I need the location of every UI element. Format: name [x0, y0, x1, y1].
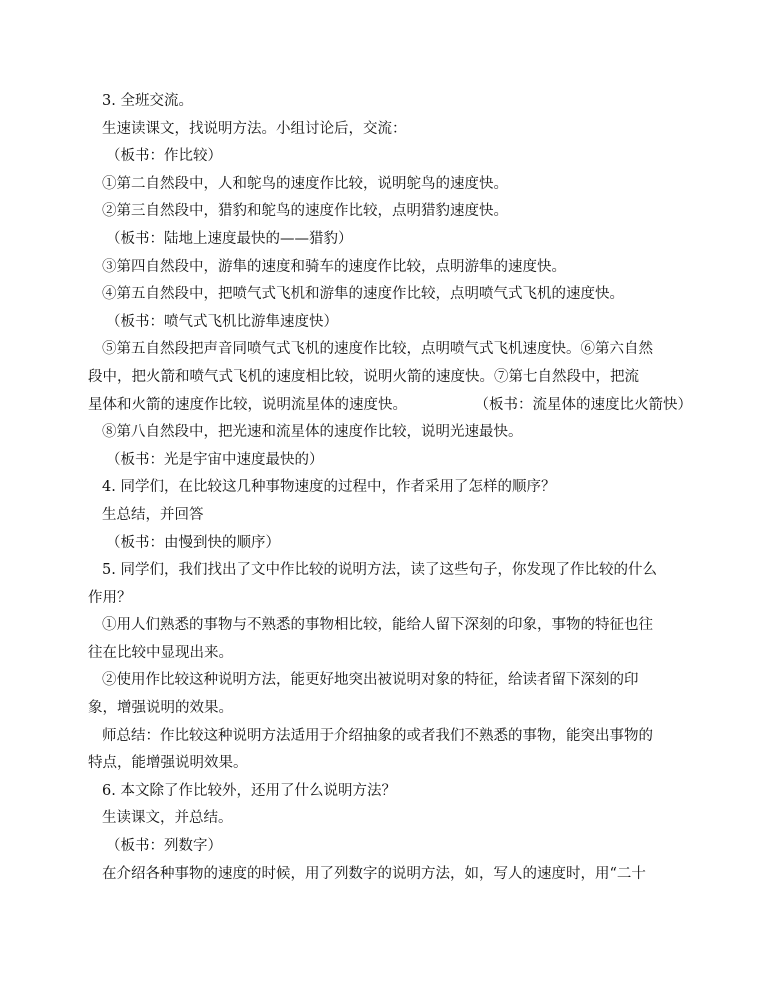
- paragraph-student-answer: 生总结，并回答: [102, 506, 204, 523]
- paragraph-student-summary: 生读课文，并总结。: [102, 810, 233, 827]
- paragraph-numbers-intro: 在介绍各种事物的速度的时候，用了列数字的说明方法，如，写人的速度时，用“二十: [102, 865, 646, 882]
- document-body: [88, 88, 692, 888]
- paragraph-step-6-heading: 6. 本文除了作比较外，还用了什么说明方法？: [102, 782, 396, 799]
- board-note-meteor: （板书：流星体的速度比火箭快）: [474, 396, 692, 413]
- paragraph-item-5-line-2: 段中，把火箭和喷气式飞机的速度相比较，说明火箭的速度快。⑦第七自然段中，把流: [88, 368, 639, 385]
- board-note-comparison: （板书：作比较）: [106, 148, 222, 165]
- board-note-numbers: （板书：列数字）: [106, 838, 222, 855]
- paragraph-item-4: ④第五自然段中，把喷气式飞机和游隼的速度作比较，点明喷气式飞机的速度快。: [102, 286, 624, 303]
- paragraph-teacher-summary-line-2: 特点，能增强说明效果。: [88, 755, 248, 772]
- board-note-jet: （板书：喷气式飞机比游隼速度快）: [106, 313, 338, 330]
- paragraph-step-5-line-2: 作用？: [88, 589, 132, 606]
- paragraph-item-8: ⑧第八自然段中，把光速和流星体的速度作比较，说明光速最快。: [102, 424, 523, 441]
- paragraph-item-3: ③第四自然段中，游隼的速度和骑车的速度作比较，点明游隼的速度快。: [102, 258, 566, 275]
- paragraph-item-7-line: [88, 392, 692, 420]
- paragraph-step-4-heading: 4. 同学们，在比较这几种事物速度的过程中，作者采用了怎样的顺序？: [102, 479, 556, 496]
- board-note-order: （板书：由慢到快的顺序）: [106, 534, 280, 551]
- paragraph-meteor-text: 星体和火箭的速度作比较，说明流星体的速度快。: [88, 396, 407, 413]
- paragraph-teacher-summary-line-1: 师总结：作比较这种说明方法适用于介绍抽象的或者我们不熟悉的事物，能突出事物的: [102, 727, 653, 744]
- board-note-light: （板书：光是宇宙中速度最快的）: [106, 451, 324, 468]
- paragraph-item-1: ①第二自然段中，人和鸵鸟的速度作比较，说明鸵鸟的速度快。: [102, 175, 508, 192]
- paragraph-item-5-line-1: ⑤第五自然段把声音同喷气式飞机的速度作比较，点明喷气式飞机速度快。⑥第六自然: [102, 341, 653, 358]
- paragraph-effect-2-line-2: 象，增强说明的效果。: [88, 700, 233, 717]
- paragraph-step-3-heading: 3. 全班交流。: [102, 93, 193, 109]
- paragraph-effect-2-line-1: ②使用作比较这种说明方法，能更好地突出被说明对象的特征，给读者留下深刻的印: [102, 672, 639, 689]
- paragraph-student-reading: 生速读课文，找说明方法。小组讨论后，交流：: [102, 120, 407, 137]
- paragraph-step-5-line-1: 5. 同学们，我们找出了文中作比较的说明方法，读了这些句子，你发现了作比较的什么: [102, 562, 657, 579]
- board-note-cheetah: （板书：陆地上速度最快的——猎豹）: [106, 230, 353, 247]
- paragraph-item-2: ②第三自然段中，猎豹和鸵鸟的速度作比较，点明猎豹速度快。: [102, 203, 508, 220]
- paragraph-effect-1-line-2: 往在比较中显现出来。: [88, 644, 233, 661]
- paragraph-effect-1-line-1: ①用人们熟悉的事物与不熟悉的事物相比较，能给人留下深刻的印象，事物的特征也往: [102, 617, 653, 634]
